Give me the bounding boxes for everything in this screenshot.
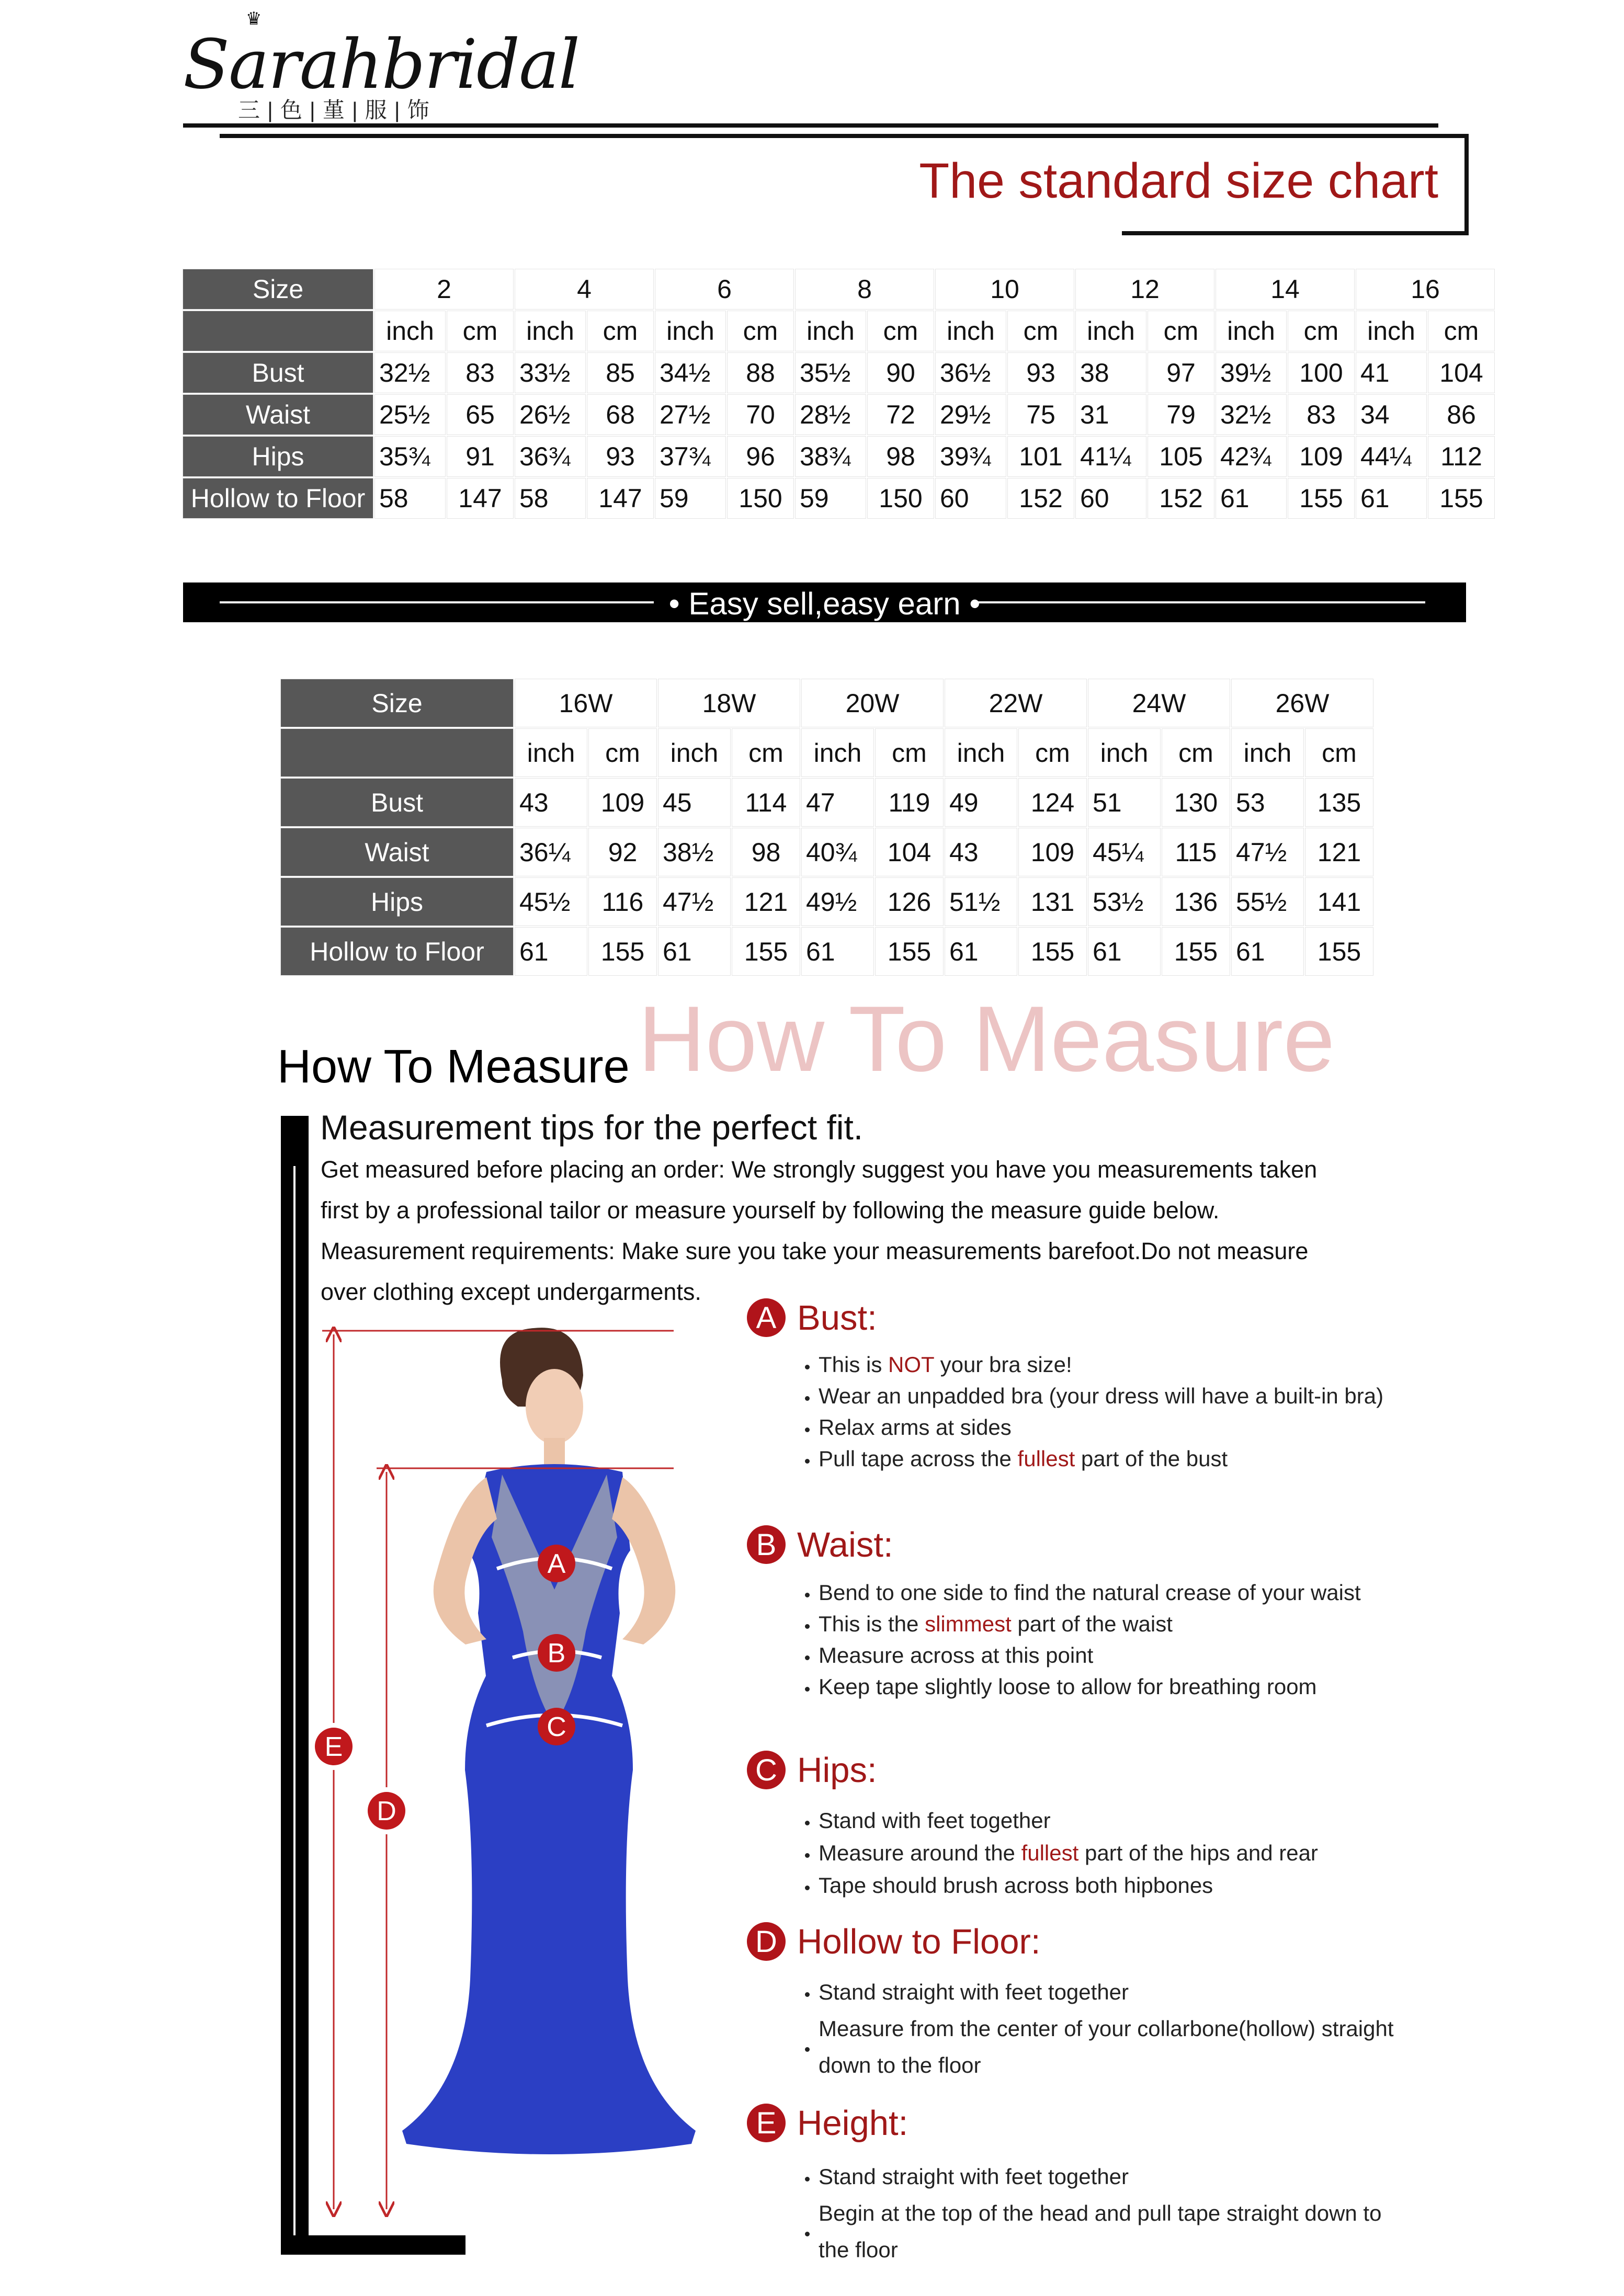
bullet-list — [747, 1349, 1406, 1475]
table-cell: 119 — [876, 779, 943, 826]
table-cell: 39¾ — [936, 437, 1006, 476]
bullet-text: This is the — [819, 1612, 925, 1636]
unit-header: inch — [1216, 311, 1286, 351]
size-column-header: 16 — [1356, 269, 1494, 309]
page-title: The standard size chart — [919, 153, 1438, 209]
table-cell: 49½ — [802, 878, 873, 926]
section-title: Height: — [797, 2103, 908, 2143]
table-cell: 25½ — [375, 395, 445, 435]
table-cell: 47½ — [658, 878, 730, 926]
table-cell: 83 — [1288, 395, 1354, 435]
table-cell: 38¾ — [796, 437, 866, 476]
table-cell: 130 — [1162, 779, 1230, 826]
bullet-item — [819, 1443, 1406, 1475]
table-cell: 33½ — [515, 353, 585, 393]
bullet-list — [747, 1974, 1406, 2084]
brand-logo: Sarahbridal — [183, 25, 580, 104]
section-title: Waist: — [797, 1525, 893, 1564]
table-cell: 61 — [1216, 478, 1286, 518]
table-cell: 126 — [876, 878, 943, 926]
paragraph-line: first by a professional tailor or measure yourself by following the measure guide below. — [321, 1197, 1220, 1224]
table-cell: 150 — [868, 478, 934, 518]
table-cell: 41¼ — [1076, 437, 1146, 476]
table-cell: 115 — [1162, 828, 1230, 876]
tips-title: Measurement tips for the perfect fit. — [320, 1108, 864, 1147]
marker-D — [368, 1792, 405, 1830]
paragraph-line: Measurement requirements: Make sure you take your measurements barefoot.Do not measure — [321, 1238, 1309, 1264]
bullet-item — [819, 1380, 1406, 1412]
bullet-item — [819, 1349, 1406, 1380]
size-column-header: 6 — [655, 269, 793, 309]
table-cell: 72 — [868, 395, 934, 435]
unit-header: cm — [447, 311, 513, 351]
section-title: Hollow to Floor: — [797, 1922, 1041, 1961]
size-column-header: 12 — [1076, 269, 1214, 309]
table-cell: 155 — [1162, 928, 1230, 975]
section-height — [747, 2102, 1406, 2268]
section-hollow-to-floor — [747, 1921, 1406, 2084]
table-cell: 42¾ — [1216, 437, 1286, 476]
section-heading — [747, 2102, 1406, 2144]
table-cell: 32½ — [375, 353, 445, 393]
size-column-header: 18W — [658, 679, 800, 727]
table-cell: 109 — [1019, 828, 1086, 876]
table-cell: 98 — [868, 437, 934, 476]
table-cell: 45½ — [515, 878, 587, 926]
table-cell: 91 — [447, 437, 513, 476]
table-cell: 155 — [589, 928, 656, 975]
table-cell: 58 — [515, 478, 585, 518]
size-column-header: 20W — [802, 679, 943, 727]
table-cell: 51 — [1088, 779, 1160, 826]
table-cell: 35¾ — [375, 437, 445, 476]
table-cell: 152 — [1148, 478, 1214, 518]
table-cell: 121 — [1305, 828, 1373, 876]
bullet-text: This is — [819, 1352, 889, 1377]
row-label: Hips — [281, 878, 513, 926]
bullet-item — [819, 1837, 1406, 1869]
unit-header: inch — [1232, 729, 1303, 776]
size-column-header: 8 — [796, 269, 934, 309]
row-label: Hips — [183, 437, 373, 476]
bullet-item — [819, 2011, 1406, 2084]
section-heading — [747, 1297, 1406, 1339]
section-heading — [747, 1749, 1406, 1791]
table-cell: 155 — [1288, 478, 1354, 518]
letter-badge-icon: D — [747, 1922, 786, 1961]
marker-A — [538, 1545, 575, 1582]
unit-header: cm — [1019, 729, 1086, 776]
row-label: Waist — [281, 828, 513, 876]
table-cell: 101 — [1008, 437, 1074, 476]
bullet-text: Relax arms at sides — [819, 1415, 1012, 1440]
table-cell: 58 — [375, 478, 445, 518]
banner-text: • Easy sell,easy earn • — [668, 586, 981, 621]
unit-header: inch — [655, 311, 725, 351]
table-cell: 136 — [1162, 878, 1230, 926]
table-cell: 86 — [1428, 395, 1494, 435]
table-cell: 36¼ — [515, 828, 587, 876]
letter-badge-icon: C — [747, 1751, 786, 1789]
bullet-text: Pull tape across the — [819, 1446, 1018, 1471]
size-column-header: 26W — [1232, 679, 1373, 727]
table-cell: 85 — [587, 353, 653, 393]
table-cell: 79 — [1148, 395, 1214, 435]
unit-header: cm — [587, 311, 653, 351]
table-cell: 41 — [1356, 353, 1426, 393]
table-cell: 36½ — [936, 353, 1006, 393]
table-cell: 150 — [728, 478, 793, 518]
unit-header: inch — [936, 311, 1006, 351]
letter-badge-icon: E — [747, 2104, 786, 2142]
bullet-text: Tape should brush across both hipbones — [819, 1873, 1213, 1898]
paragraph-line: Get measured before placing an order: We strongly suggest you have you measurements taken — [321, 1156, 1318, 1183]
table-cell: 43 — [515, 779, 587, 826]
marker-letter: B — [547, 1638, 566, 1669]
table-cell: 26½ — [515, 395, 585, 435]
table-cell: 61 — [1232, 928, 1303, 975]
row-label: Hollow to Floor — [183, 478, 373, 518]
table-cell: 131 — [1019, 878, 1086, 926]
table-cell: 155 — [1305, 928, 1373, 975]
table-cell: 39½ — [1216, 353, 1286, 393]
section-waist — [747, 1524, 1406, 1703]
bullet-item — [819, 1869, 1406, 1902]
table-cell: 61 — [945, 928, 1017, 975]
table-cell: 114 — [732, 779, 800, 826]
bullet-text: your bra size! — [934, 1352, 1072, 1377]
bullet-text: part of the hips and rear — [1078, 1841, 1318, 1865]
table-cell: 98 — [732, 828, 800, 876]
table-cell: 60 — [936, 478, 1006, 518]
bullet-item — [819, 1804, 1406, 1837]
table-cell: 38 — [1076, 353, 1146, 393]
section-title: Hips: — [797, 1750, 877, 1790]
unit-header: cm — [1288, 311, 1354, 351]
marker-B — [538, 1634, 575, 1672]
table-cell: 59 — [655, 478, 725, 518]
table-cell: 93 — [587, 437, 653, 476]
table-cell: 44¼ — [1356, 437, 1426, 476]
bullet-text: Measure across at this point — [819, 1643, 1094, 1667]
table-cell: 59 — [796, 478, 866, 518]
unit-header: inch — [796, 311, 866, 351]
table-cell: 155 — [876, 928, 943, 975]
unit-header: cm — [589, 729, 656, 776]
table-cell: 65 — [447, 395, 513, 435]
table-cell: 109 — [589, 779, 656, 826]
table-cell: 32½ — [1216, 395, 1286, 435]
table-cell: 34 — [1356, 395, 1426, 435]
table-cell: 104 — [876, 828, 943, 876]
table-cell: 61 — [1356, 478, 1426, 518]
table-cell: 75 — [1008, 395, 1074, 435]
marker-letter: A — [547, 1549, 566, 1579]
table-cell: 60 — [1076, 478, 1146, 518]
unit-header: cm — [1148, 311, 1214, 351]
section-heading — [747, 1921, 1406, 1962]
table-cell: 96 — [728, 437, 793, 476]
highlight-text: fullest — [1017, 1446, 1075, 1471]
section-heading — [747, 1524, 1406, 1566]
table-cell: 35½ — [796, 353, 866, 393]
table-cell: 29½ — [936, 395, 1006, 435]
bullet-item — [819, 1671, 1406, 1703]
letter-badge-icon: B — [747, 1525, 786, 1564]
table-cell: 45 — [658, 779, 730, 826]
size-column-header: 22W — [945, 679, 1086, 727]
table-cell: 155 — [1019, 928, 1086, 975]
size-column-header: 24W — [1088, 679, 1230, 727]
table-cell: 28½ — [796, 395, 866, 435]
highlight-text: NOT — [888, 1352, 934, 1377]
table-cell: 51½ — [945, 878, 1017, 926]
bullet-item — [819, 1412, 1406, 1443]
unit-header: cm — [876, 729, 943, 776]
bullet-text: Stand straight with feet together — [819, 2164, 1129, 2189]
bullet-text: Stand with feet together — [819, 1808, 1051, 1833]
table-cell: 90 — [868, 353, 934, 393]
table-cell: 70 — [728, 395, 793, 435]
table-cell: 105 — [1148, 437, 1214, 476]
bullet-text: Wear an unpadded bra (your dress will have a built-in bra) — [819, 1384, 1384, 1408]
unit-header: cm — [1428, 311, 1494, 351]
bullet-text: part of the bust — [1075, 1446, 1228, 1471]
table-cell: 61 — [515, 928, 587, 975]
table-cell: 155 — [732, 928, 800, 975]
bullet-item — [819, 2158, 1406, 2195]
unit-header: inch — [1088, 729, 1160, 776]
bullet-item — [819, 1640, 1406, 1671]
highlight-text: fullest — [1021, 1841, 1079, 1865]
table-cell: 36¾ — [515, 437, 585, 476]
brand-subtitle: 三|色|堇|服|饰 — [238, 98, 437, 122]
table-cell: 49 — [945, 779, 1017, 826]
table-cell: 112 — [1428, 437, 1494, 476]
marker-E — [315, 1728, 353, 1765]
unit-header: inch — [375, 311, 445, 351]
unit-header: cm — [1162, 729, 1230, 776]
row-label: Hollow to Floor — [281, 928, 513, 975]
section-bust — [747, 1297, 1406, 1475]
table-cell: 147 — [587, 478, 653, 518]
table-cell: 47 — [802, 779, 873, 826]
size-column-header: 16W — [515, 679, 656, 727]
watermark-heading: How To Measure — [638, 987, 1335, 1091]
bullet-text: part of the waist — [1011, 1612, 1173, 1636]
bullet-text: Keep tape slightly loose to allow for breathing room — [819, 1674, 1317, 1699]
unit-header: inch — [1356, 311, 1426, 351]
unit-header: inch — [515, 311, 585, 351]
bullet-list — [747, 2158, 1406, 2268]
unit-header: inch — [802, 729, 873, 776]
row-label: Bust — [183, 353, 373, 393]
table-cell: 104 — [1428, 353, 1494, 393]
letter-badge-icon: A — [747, 1298, 786, 1337]
table-cell: 147 — [447, 478, 513, 518]
table-cell: 43 — [945, 828, 1017, 876]
table-cell: 61 — [1088, 928, 1160, 975]
section-title: Bust: — [797, 1298, 877, 1338]
bullet-text: Stand straight with feet together — [819, 1980, 1129, 2004]
marker-letter: D — [377, 1796, 396, 1826]
bullet-text: Measure from the center of your collarbone(hollow) straight down to the floor — [819, 2016, 1394, 2077]
table-cell: 124 — [1019, 779, 1086, 826]
paragraph-line: over clothing except undergarments. — [321, 1278, 701, 1305]
size-column-header: 10 — [936, 269, 1074, 309]
crown-icon: ♛ — [246, 9, 262, 29]
size-label: Size — [183, 269, 373, 309]
table-cell: 92 — [589, 828, 656, 876]
bullet-item — [819, 1974, 1406, 2011]
table-cell: 141 — [1305, 878, 1373, 926]
table-cell: 116 — [589, 878, 656, 926]
banner-label: Easy sell,easy earn — [688, 586, 961, 621]
marker-C — [538, 1708, 575, 1745]
table-cell: 27½ — [655, 395, 725, 435]
table-cell: 83 — [447, 353, 513, 393]
row-label: Bust — [281, 779, 513, 826]
unit-header: cm — [732, 729, 800, 776]
highlight-text: slimmest — [925, 1612, 1012, 1636]
bullet-text: Begin at the top of the head and pull tape straight down to the floor — [819, 2201, 1382, 2262]
bullet-list — [747, 1804, 1406, 1902]
size-column-header: 2 — [375, 269, 513, 309]
size-label: Size — [281, 679, 513, 727]
unit-header: inch — [658, 729, 730, 776]
unit-header: inch — [1076, 311, 1146, 351]
unit-header: inch — [945, 729, 1017, 776]
bullet-item — [819, 2195, 1406, 2268]
bullet-list — [747, 1577, 1406, 1703]
marker-letter: E — [324, 1732, 343, 1762]
table-cell: 31 — [1076, 395, 1146, 435]
unit-header: inch — [515, 729, 587, 776]
table-cell: 61 — [658, 928, 730, 975]
bullet-item — [819, 1608, 1406, 1640]
bullet-item — [819, 1577, 1406, 1608]
table-cell: 47½ — [1232, 828, 1303, 876]
table-cell: 93 — [1008, 353, 1074, 393]
table-cell: 97 — [1148, 353, 1214, 393]
table-cell: 100 — [1288, 353, 1354, 393]
how-to-measure-heading: How To Measure — [277, 1041, 630, 1093]
table-cell: 109 — [1288, 437, 1354, 476]
table-cell: 155 — [1428, 478, 1494, 518]
table-cell: 40¾ — [802, 828, 873, 876]
size-column-header: 14 — [1216, 269, 1354, 309]
bullet-text: Measure around the — [819, 1841, 1021, 1865]
section-hips — [747, 1749, 1406, 1902]
unit-header: cm — [1305, 729, 1373, 776]
table-cell: 135 — [1305, 779, 1373, 826]
table-cell: 121 — [732, 878, 800, 926]
table-cell: 53 — [1232, 779, 1303, 826]
table-cell: 88 — [728, 353, 793, 393]
bullet-text: Bend to one side to find the natural crease of your waist — [819, 1580, 1361, 1605]
unit-header: cm — [728, 311, 793, 351]
table-cell: 61 — [802, 928, 873, 975]
table-cell: 37¾ — [655, 437, 725, 476]
table-cell: 45¼ — [1088, 828, 1160, 876]
unit-header: cm — [868, 311, 934, 351]
row-label: Waist — [183, 395, 373, 435]
table-cell: 55½ — [1232, 878, 1303, 926]
size-column-header: 4 — [515, 269, 653, 309]
table-cell: 68 — [587, 395, 653, 435]
marker-letter: C — [547, 1712, 566, 1742]
unit-header: cm — [1008, 311, 1074, 351]
table-cell: 152 — [1008, 478, 1074, 518]
table-cell: 38½ — [658, 828, 730, 876]
table-cell: 34½ — [655, 353, 725, 393]
table-cell: 53½ — [1088, 878, 1160, 926]
